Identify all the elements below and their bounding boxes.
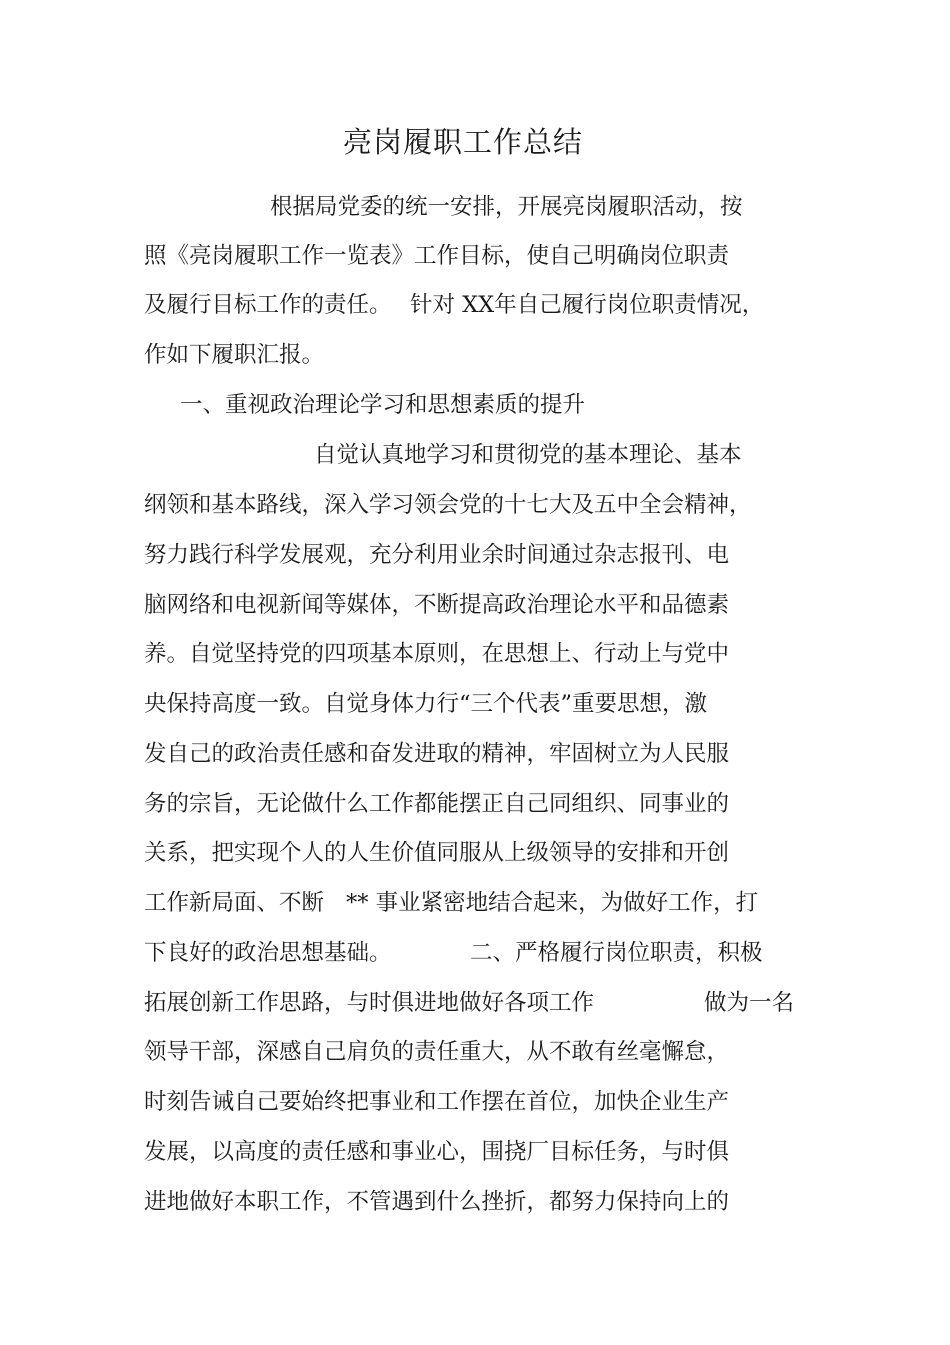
paragraph-line: 时刻告诫自己要始终把事业和工作摆在首位，加快企业生产 bbox=[144, 1089, 730, 1115]
paragraph-line: 及履行目标工作的责任。 bbox=[144, 292, 392, 318]
paragraph-line: 养。自觉坚持党的四项基本原则，在思想上、行动上与党中 bbox=[144, 641, 730, 667]
paragraph-line: 作如下履职汇报。 bbox=[144, 342, 325, 368]
paragraph-line: 领导干部，深感自己肩负的责任重大，从不敢有丝毫懈怠， bbox=[144, 1039, 730, 1065]
paragraph-line: 根据局党委的统一安排，开展亮岗履职活动，按 bbox=[270, 194, 743, 220]
paragraph-line: ** 事业紧密地结合起来，为做好工作，打 bbox=[346, 890, 759, 916]
paragraph-line: 发自己的政治责任感和奋发进取的精神，牢固树立为人民服 bbox=[144, 741, 730, 767]
paragraph-line: 纲领和基本路线，深入学习领会党的十七大及五中全会精神， bbox=[144, 492, 752, 518]
paragraph-line: 工作新局面、不断 bbox=[144, 890, 325, 916]
paragraph-line: 央保持高度一致。自觉身体力行“三个代表”重要思想，激 bbox=[144, 691, 708, 717]
paragraph-line: 针对 XX年自己履行岗位职责情况， bbox=[410, 292, 765, 318]
section-heading: 一、重视政治理论学习和思想素质的提升 bbox=[180, 392, 586, 418]
paragraph-line: 做为一名 bbox=[704, 990, 795, 1016]
paragraph-line: 进地做好本职工作，不管遇到什么挫折，都努力保持向上的 bbox=[144, 1189, 730, 1215]
paragraph-line: 照《亮岗履职工作一览表》工作目标，使自己明确岗位职责 bbox=[144, 243, 730, 269]
paragraph-line: 下良好的政治思想基础。 bbox=[144, 940, 392, 966]
paragraph-line: 努力践行科学发展观，充分利用业余时间通过杂志报刊、电 bbox=[144, 542, 730, 568]
paragraph-line: 关系，把实现个人的人生价值同服从上级领导的安排和开创 bbox=[144, 840, 730, 866]
document-title: 亮岗履职工作总结 bbox=[342, 125, 583, 159]
paragraph-line: 务的宗旨，无论做什么工作都能摆正自己同组织、同事业的 bbox=[144, 791, 730, 817]
section-heading: 拓展创新工作思路，与时俱进地做好各项工作 bbox=[144, 990, 595, 1016]
paragraph-line: 脑网络和电视新闻等媒体，不断提高政治理论水平和品德素 bbox=[144, 592, 730, 618]
paragraph-line: 自觉认真地学习和贯彻党的基本理论、基本 bbox=[314, 442, 742, 468]
section-heading: 二、严格履行岗位职责，积极 bbox=[470, 940, 763, 966]
paragraph-line: 发展，以高度的责任感和事业心，围挠厂目标任务，与时俱 bbox=[144, 1139, 730, 1165]
